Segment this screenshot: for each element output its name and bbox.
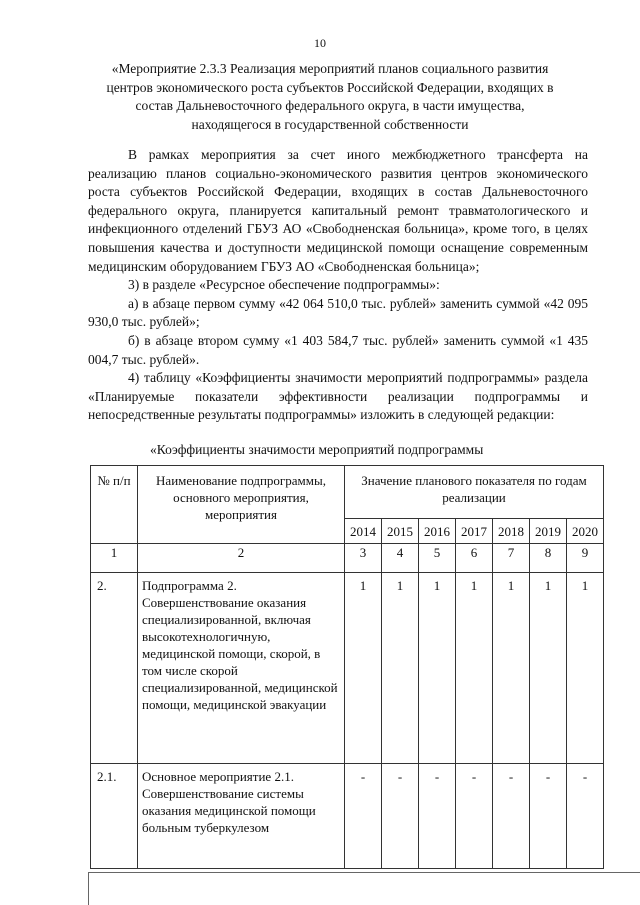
coefficients-table [90, 465, 604, 869]
year-cell: 2020 [567, 519, 604, 544]
year-cell: 2016 [419, 519, 456, 544]
row-value: 1 [419, 573, 456, 764]
table-header-row [91, 466, 604, 519]
header-values: Значение планового показателя по годам реализации [345, 466, 604, 519]
section-heading [80, 60, 580, 134]
row-value: - [345, 764, 382, 869]
index-cell: 5 [419, 544, 456, 573]
index-cell: 9 [567, 544, 604, 573]
heading-line: находящегося в государственной собственности [191, 116, 469, 132]
heading-line: «Мероприятие 2.3.3 Реализация мероприятий планов социального развития [111, 61, 549, 76]
row-value: 1 [530, 573, 567, 764]
row-value: 1 [456, 573, 493, 764]
index-cell: 8 [530, 544, 567, 573]
heading-line: состав Дальневосточного федерального округа, в части имущества, [135, 98, 525, 113]
row-value: - [382, 764, 419, 869]
header-name: Наименование подпрограммы, основного мероприятия, мероприятия [138, 466, 345, 544]
row-value: 1 [345, 573, 382, 764]
row-value: - [567, 764, 604, 869]
table-index-row [91, 544, 604, 573]
paragraph-table-replace: 4) таблицу «Коэффициенты значимости мероприятий подпрограммы» раздела «Планируемые показатели эффективности реализации подпрограммы и непосредственные результаты подпрограммы» изложить в следующей редакции: [88, 370, 588, 423]
index-cell: 1 [91, 544, 138, 573]
index-cell: 6 [456, 544, 493, 573]
heading-line: центров экономического роста субъектов Российской Федерации, входящих в [106, 79, 554, 95]
year-cell: 2019 [530, 519, 567, 544]
row-value: 1 [567, 573, 604, 764]
index-cell: 2 [138, 544, 345, 573]
row-value: - [530, 764, 567, 869]
row-number: 2. [91, 573, 138, 764]
body-text [88, 146, 588, 425]
index-cell: 4 [382, 544, 419, 573]
index-cell: 7 [493, 544, 530, 573]
row-value: - [456, 764, 493, 869]
row-name: Подпрограмма 2. Совершенствование оказания специализированной, включая высокотехнологичную, медицинской помощи, скорой, в том числе скорой специализированной, медицинской помощи, медицинской эвакуации [138, 573, 345, 764]
table-title: «Коэффициенты значимости мероприятий подпрограммы [150, 442, 484, 457]
index-cell: 3 [345, 544, 382, 573]
scan-border-horizontal [88, 872, 640, 873]
row-number: 2.1. [91, 764, 138, 869]
table-row [91, 764, 604, 869]
row-name: Основное мероприятие 2.1. Совершенствование системы оказания медицинской помощи больным туберкулезом [138, 764, 345, 869]
table-row [91, 573, 604, 764]
row-value: 1 [382, 573, 419, 764]
paragraph-first-amount: а) в абзаце первом сумму «42 064 510,0 тыс. рублей» заменить суммой «42 095 930,0 тыс. рублей»; [88, 295, 588, 330]
year-cell: 2018 [493, 519, 530, 544]
year-cell: 2015 [382, 519, 419, 544]
paragraph-resources-section: 3) в разделе «Ресурсное обеспечение подпрограммы»: [128, 277, 440, 293]
paragraph-measure-description: В рамках мероприятия за счет иного межбюджетного трансферта на реализацию планов социально-экономического развития центров экономического роста субъектов Российской Федерации, входящих в состав Дальневосточного федерального округа, планируется капитальный ремонт травматологического и инфекционного отделений ГБУЗ АО «Свободненская больница», кроме того, в целях повышения качества и доступности медицинской помощи оснащение современным медицинским оборудованием ГБУЗ АО «Свободненская больница»; [88, 147, 588, 274]
row-value: - [493, 764, 530, 869]
row-value: 1 [493, 573, 530, 764]
year-cell: 2017 [456, 519, 493, 544]
paragraph-second-amount: б) в абзаце втором сумму «1 403 584,7 тыс. рублей» заменить суммой «1 435 004,7 тыс. рублей». [88, 332, 588, 367]
page-number: 10 [314, 36, 326, 50]
header-number: № п/п [91, 466, 138, 544]
scan-border-vertical [88, 872, 89, 905]
year-cell: 2014 [345, 519, 382, 544]
row-value: - [419, 764, 456, 869]
